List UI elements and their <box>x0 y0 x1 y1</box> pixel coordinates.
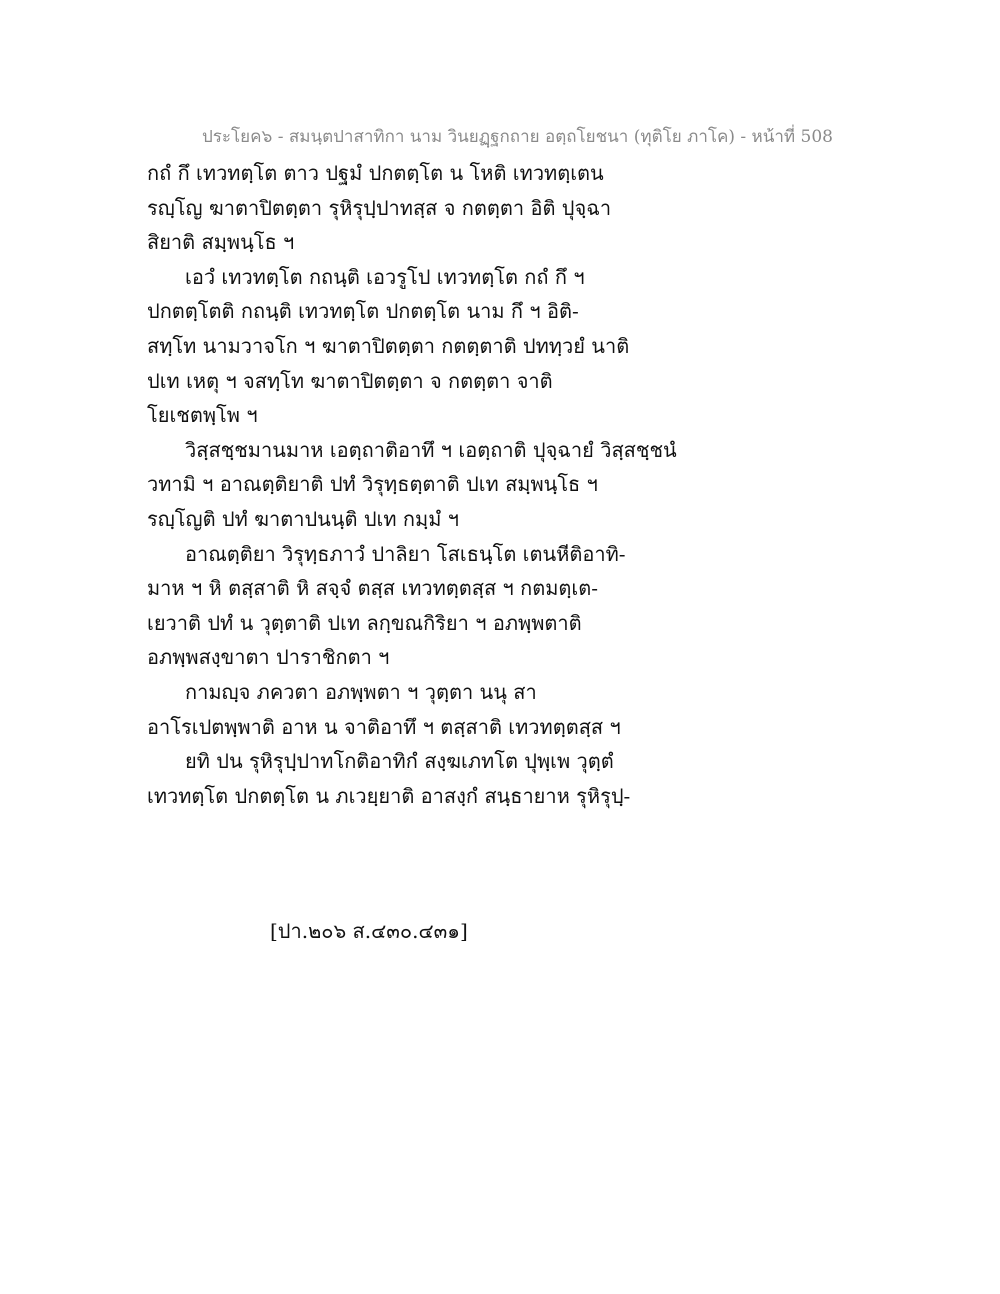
page-header: ประโยค๖ - สมนฺตปาสาทิกา นาม วินยฏฺฐกถาย อตฺถโยชนา (ทุติโย ภาโค) - หน้าที่ 508 <box>202 127 833 147</box>
text-line: ยทิ ปน รุหิรุปฺปาทโกติอาทิกํ สงฺฆเภทโต ปุพฺเพ วุตฺตํ <box>185 749 614 774</box>
text-line: เอวํ เทวทตฺโต กถนฺติ เอวรูโป เทวทตฺโต กถํ กึ ฯ <box>185 264 585 289</box>
text-line: เทวทตฺโต ปกตตฺโต น ภเวยฺยาติ อาสงฺกํ สนฺธายาห รุหิรุปฺ- <box>147 783 631 808</box>
text-line: วทามิ ฯ อาณตฺติยาติ ปทํ วิรุทฺธตฺตาติ ปเท สมฺพนฺโธ ฯ <box>147 472 598 497</box>
text-line: สทฺโท นามวาจโก ฯ ฆาตาปิตตฺตา กตตฺตาติ ปททฺวยํ นาติ <box>147 333 630 358</box>
text-line: อาโรเปตพฺพาติ อาห น จาติอาทึ ฯ ตสฺสาติ เทวทตฺตสฺส ฯ <box>147 714 621 739</box>
page-reference: [ปา.๒๐๖ ส.๔๓๐.๔๓๑] <box>270 919 468 943</box>
text-line: อาณตฺติยา วิรุทฺธภาวํ ปาลิยา โสเธนฺโต เตนหีติอาทิ- <box>185 541 626 566</box>
body-text <box>147 156 867 813</box>
text-line: รญฺโญติ ปทํ ฆาตาปนนฺติ ปเท กมฺมํ ฯ <box>147 506 459 531</box>
text-line: สิยาติ สมฺพนฺโธ ฯ <box>147 230 295 255</box>
text-line: โยเชตพฺโพ ฯ <box>147 403 258 428</box>
text-line: มาห ฯ หิ ตสฺสาติ หิ สจฺจํ ตสฺส เทวทตฺตสฺส ฯ กตมตฺเต- <box>147 576 598 601</box>
text-line: ปกตตฺโตติ กถนฺติ เทวทตฺโต ปกตตฺโต นาม กึ ฯ อิติ- <box>147 299 579 324</box>
text-line: กามญฺจ ภควตา อภพฺพตา ฯ วุตฺตา นนุ สา <box>185 679 537 704</box>
text-line: เยวาติ ปทํ น วุตฺตาติ ปเท ลกฺขณกิริยา ฯ อภพฺพตาติ <box>147 610 582 635</box>
text-line: วิสฺสชฺชมานมาห เอตฺถาติอาทึ ฯ เอตฺถาติ ปุจฺฉายํ วิสฺสชฺชนํ <box>185 437 677 462</box>
text-line: รญฺโญ ฆาตาปิตตฺตา รุหิรุปฺปาทสฺส จ กตตฺตา อิติ ปุจฺฉา <box>147 195 612 220</box>
text-line: ปเท เหตุ ฯ จสทฺโท ฆาตาปิตตฺตา จ กตตฺตา จาติ <box>147 368 553 393</box>
text-line: กถํ กึ เทวทตฺโต ตาว ปฐมํ ปกตตฺโต น โหติ เทวทตฺเตน <box>147 161 604 185</box>
text-line: อภพฺพสงฺขาตา ปาราชิกตา ฯ <box>147 645 390 670</box>
